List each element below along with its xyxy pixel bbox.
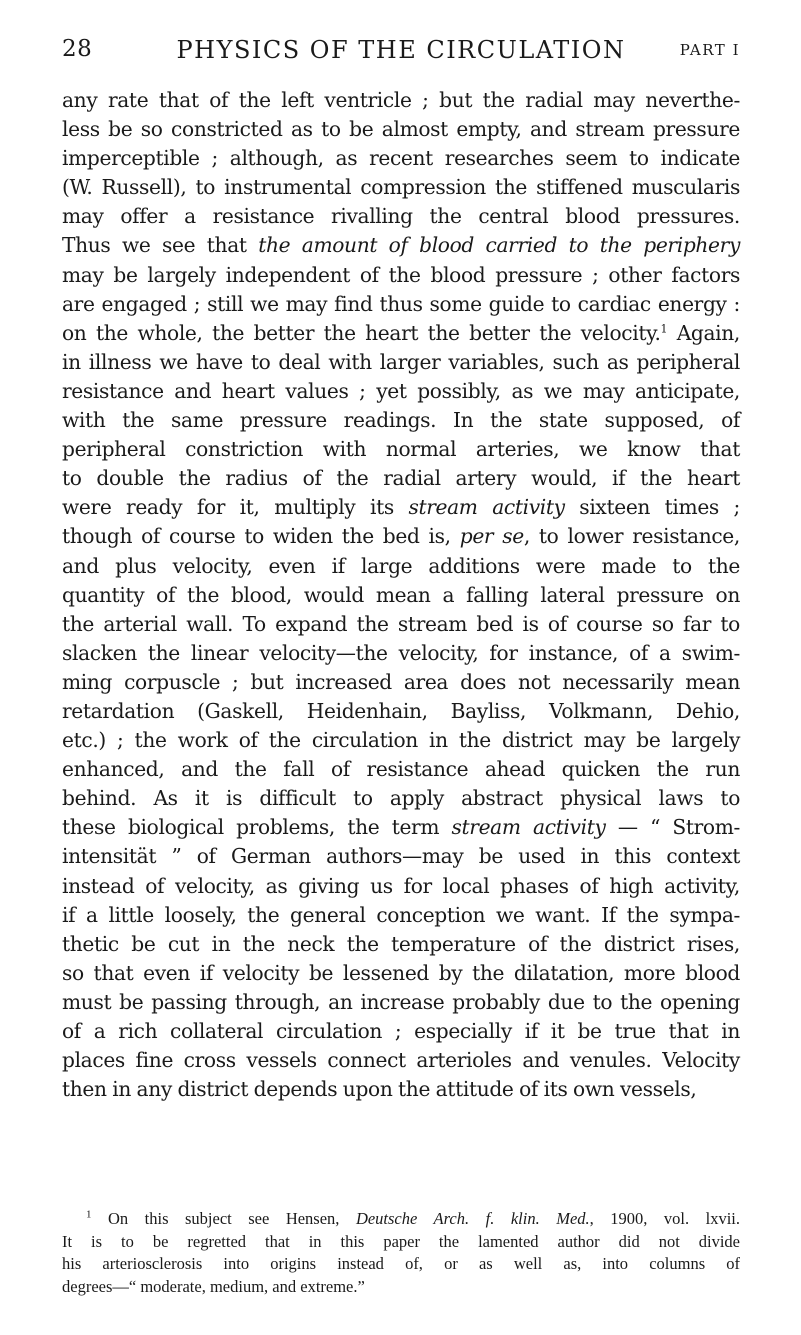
text-line: may offer a resistance rivalling the central blood pressures. [62,204,740,229]
text-line: intensität ” of German authors—may be used in this context [62,844,740,869]
part-label: PART I [679,41,740,59]
text-line: (W. Russell), to instrumental compression the stiffened muscularis [62,175,740,200]
text-line: if a little loosely, the general conception we want. If the sympa- [62,902,740,927]
text-line: in illness we have to deal with larger variables, such as peripheral [62,349,740,374]
text-line: thetic be cut in the neck the temperature of the district rises, [62,931,740,956]
text-line: places fine cross vessels connect arterioles and venules. Velocity [62,1048,740,1073]
text-line: imperceptible ; although, as recent researches seem to indicate [62,146,740,171]
text-line: instead of velocity, as giving us for local phases of high activity, [62,873,740,898]
text-line: peripheral constriction with normal arteries, we know that [62,437,740,462]
running-head [62,36,740,76]
text-line: are engaged ; still we may find thus some guide to cardiac energy : [62,291,740,316]
text-line: etc.) ; the work of the circulation in the district may be largely [62,728,740,753]
text-line: of a rich collateral circulation ; especially if it be true that in [62,1019,740,1043]
text-line: on the whole, the better the heart the better the velocity.$^1$ Again, [62,320,741,345]
text-line: ming corpuscle ; but increased area does not necessarily mean [62,669,740,694]
text-line: must be passing through, an increase probably due to the opening [62,989,740,1014]
footnote-line: degrees—“ moderate, medium, and extreme.” [62,1276,365,1296]
text-line: these biological problems, the term stream activity — “ Strom- [62,815,740,840]
footnote-line: his arteriosclerosis into origins instead of, or as well as, into columns of [62,1254,740,1273]
text-line: any rate that of the left ventricle ; but the radial may neverthe- [62,88,740,112]
footnote-line: $^1$ On this subject see Hensen, Deutsche Arch. f. klin. Med., 1900, vol. lxvii. [86,1208,741,1228]
footnote [62,1208,740,1298]
text-line: retardation (Gaskell, Heidenhain, Bayliss, Volkmann, Dehio, [62,698,740,723]
text-line: resistance and heart values ; yet possibly, as we may anticipate, [62,378,740,403]
text-line: though of course to widen the bed is, per se, to lower resistance, [62,524,740,549]
text-line: then in any district depends upon the attitude of its own vessels, [62,1077,697,1102]
running-title: PHYSICS OF THE CIRCULATION [176,36,626,64]
text-line: the arterial wall. To expand the stream bed is of course so far to [62,611,740,636]
text-line: and plus velocity, even if large additions were made to the [62,553,740,578]
text-line: may be largely independent of the blood pressure ; other factors [62,262,740,287]
text-line: were ready for it, multiply its stream activity sixteen times ; [62,495,740,520]
text-line: behind. As it is difficult to apply abstract physical laws to [62,786,740,811]
text-line: slacken the linear velocity—the velocity, for instance, of a swim- [62,640,740,665]
text-line: Thus we see that the amount of blood carried to the periphery [62,233,740,258]
footnote-line: It is to be regretted that in this paper the lamented author did not divide [62,1231,740,1251]
text-line: less be so constricted as to be almost empty, and stream pressure [62,117,740,142]
body-paragraph [62,86,740,1104]
page-number: 28 [62,36,93,62]
text-line: quantity of the blood, would mean a falling lateral pressure on [62,582,740,607]
text-line: enhanced, and the fall of resistance ahead quicken the run [62,757,740,782]
text-line: to double the radius of the radial artery would, if the heart [62,466,740,491]
footnote-marker: 1 [86,1208,92,1221]
text-line: with the same pressure readings. In the state supposed, of [62,408,740,433]
text-line: so that even if velocity be lessened by the dilatation, more blood [62,960,740,985]
